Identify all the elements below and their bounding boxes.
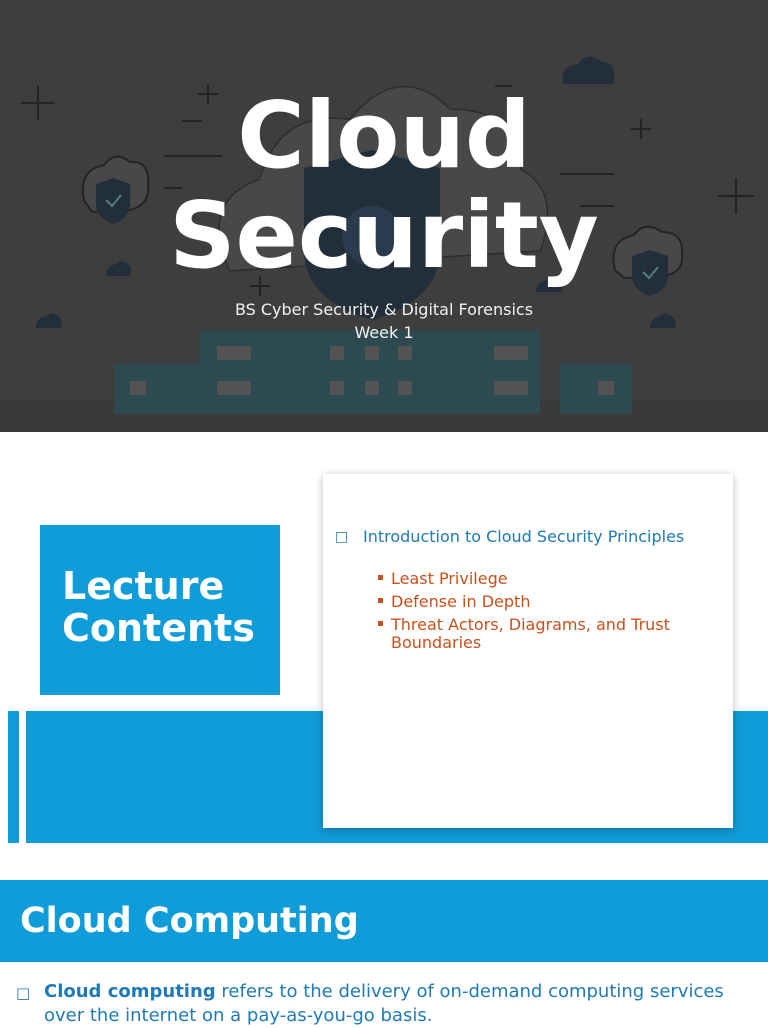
- main-bullet-text: Introduction to Cloud Security Principles: [363, 527, 685, 546]
- definition-bullet: [16, 980, 734, 1028]
- slide-heading: Cloud Computing: [20, 901, 359, 941]
- list-item: Defense in Depth: [391, 593, 681, 611]
- square-bullet-icon: [378, 575, 383, 580]
- contents-title-line1: Lecture: [62, 564, 225, 608]
- square-bullet-icon: [378, 598, 383, 603]
- list-item: Threat Actors, Diagrams, and Trust Boundaries: [391, 616, 681, 652]
- list-item: Least Privilege: [391, 570, 681, 588]
- contents-title-line2: Contents: [62, 606, 255, 650]
- contents-title-box: [40, 525, 280, 695]
- slide-title-line2: Security: [169, 182, 599, 289]
- contents-main-bullet: [335, 527, 693, 546]
- contents-card: [323, 474, 733, 828]
- contents-slide: [0, 432, 768, 864]
- contents-sub-list: [391, 570, 681, 657]
- bullet-bold-term: Cloud computing: [44, 981, 216, 1002]
- square-bullet-icon: [378, 621, 383, 626]
- bullet-rest-text: refers to the delivery of on-demand computing services over the internet on a pay-as-you-go basis.: [44, 981, 724, 1026]
- subtitle-week: Week 1: [354, 323, 414, 342]
- cloud-computing-slide: [0, 864, 768, 1024]
- slide-header: [0, 880, 768, 962]
- checkbox-icon: □: [335, 529, 349, 545]
- slide-title-line1: Cloud: [237, 82, 531, 189]
- checkbox-icon: □: [16, 984, 31, 1002]
- accent-bar: [8, 711, 19, 843]
- subtitle-program: BS Cyber Security & Digital Forensics: [234, 300, 534, 319]
- title-slide: [0, 0, 768, 432]
